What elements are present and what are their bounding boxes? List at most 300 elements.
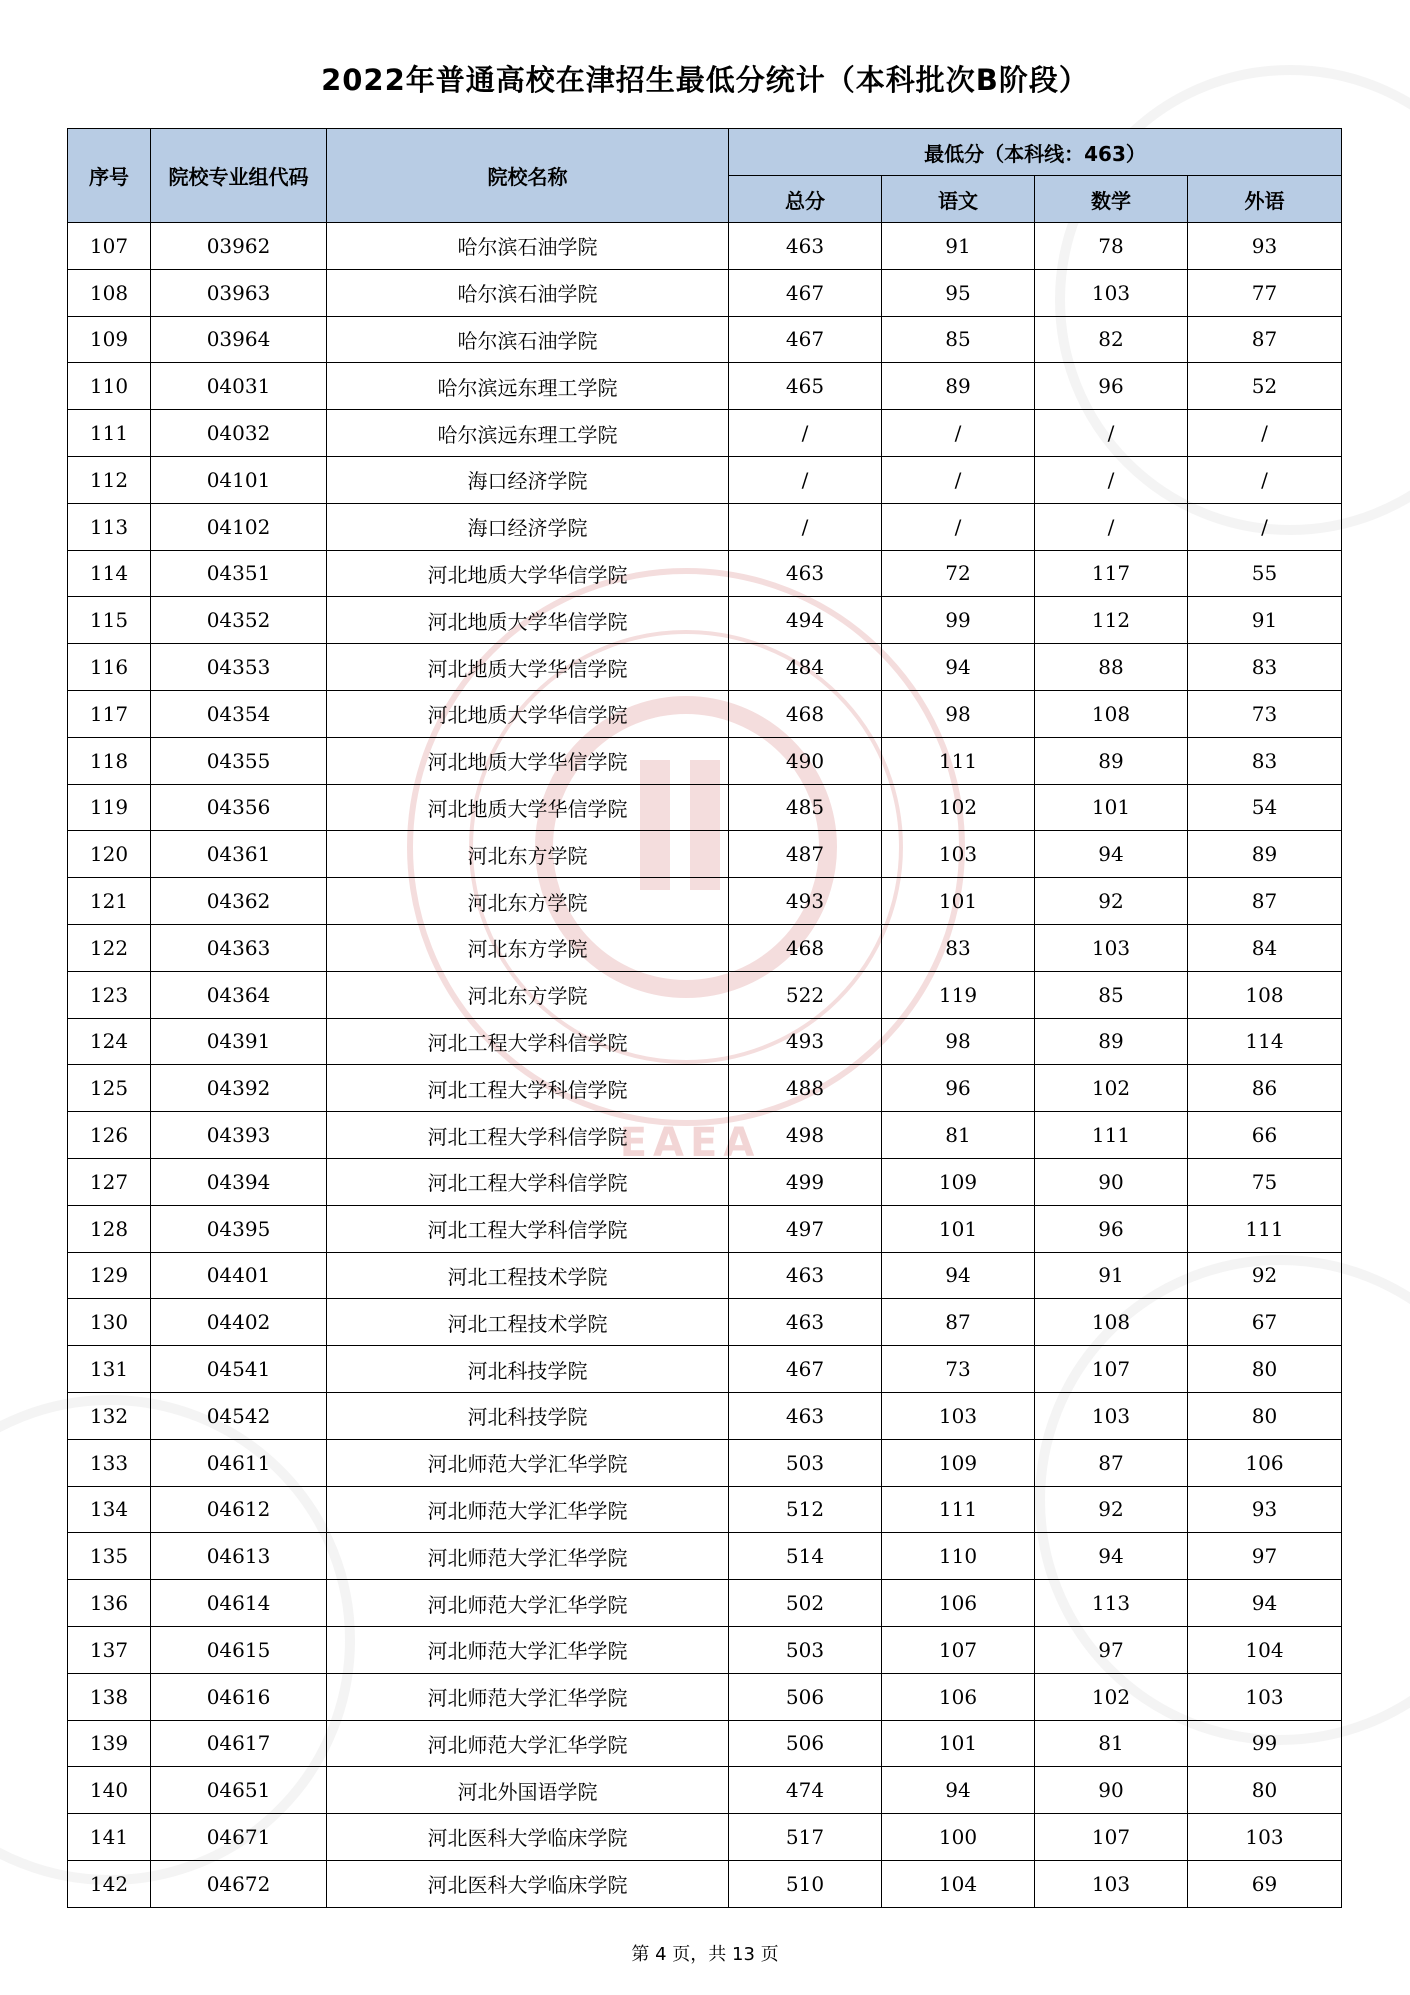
cell-chinese: 91 bbox=[882, 223, 1035, 270]
cell-math: 103 bbox=[1035, 924, 1188, 971]
cell-chinese: 94 bbox=[882, 644, 1035, 691]
table-row bbox=[68, 456, 1342, 503]
cell-school-name: 河北工程大学科信学院 bbox=[327, 1158, 729, 1205]
table-row bbox=[68, 1392, 1342, 1439]
cell-math: / bbox=[1035, 503, 1188, 550]
cell-school-name: 河北东方学院 bbox=[327, 831, 729, 878]
cell-code: 04651 bbox=[151, 1767, 327, 1814]
cell-code: 04393 bbox=[151, 1112, 327, 1159]
cell-math: 103 bbox=[1035, 1392, 1188, 1439]
cell-chinese: 99 bbox=[882, 597, 1035, 644]
cell-seq: 126 bbox=[68, 1112, 151, 1159]
cell-chinese: 106 bbox=[882, 1580, 1035, 1627]
table-row bbox=[68, 1626, 1342, 1673]
cell-total: 493 bbox=[729, 1018, 882, 1065]
cell-code: 04356 bbox=[151, 784, 327, 831]
cell-total: / bbox=[729, 410, 882, 457]
cell-school-name: 河北东方学院 bbox=[327, 971, 729, 1018]
cell-math: 103 bbox=[1035, 269, 1188, 316]
cell-math: 88 bbox=[1035, 644, 1188, 691]
cell-school-name: 河北工程大学科信学院 bbox=[327, 1018, 729, 1065]
cell-math: 89 bbox=[1035, 1018, 1188, 1065]
cell-foreign: 111 bbox=[1188, 1205, 1342, 1252]
cell-foreign: 106 bbox=[1188, 1439, 1342, 1486]
cell-school-name: 河北东方学院 bbox=[327, 878, 729, 925]
cell-total: 484 bbox=[729, 644, 882, 691]
cell-seq: 123 bbox=[68, 971, 151, 1018]
cell-foreign: 94 bbox=[1188, 1580, 1342, 1627]
cell-foreign: 104 bbox=[1188, 1626, 1342, 1673]
cell-chinese: 103 bbox=[882, 1392, 1035, 1439]
table-row bbox=[68, 1158, 1342, 1205]
cell-total: / bbox=[729, 503, 882, 550]
cell-school-name: 河北科技学院 bbox=[327, 1346, 729, 1393]
cell-school-name: 河北工程大学科信学院 bbox=[327, 1112, 729, 1159]
cell-foreign: 83 bbox=[1188, 737, 1342, 784]
cell-seq: 113 bbox=[68, 503, 151, 550]
header-code: 院校专业组代码 bbox=[151, 129, 327, 223]
cell-code: 04101 bbox=[151, 456, 327, 503]
cell-math: 82 bbox=[1035, 316, 1188, 363]
table-row bbox=[68, 597, 1342, 644]
cell-math: 96 bbox=[1035, 363, 1188, 410]
cell-seq: 134 bbox=[68, 1486, 151, 1533]
cell-seq: 130 bbox=[68, 1299, 151, 1346]
cell-total: 522 bbox=[729, 971, 882, 1018]
cell-seq: 108 bbox=[68, 269, 151, 316]
page-footer: 第 4 页，共 13 页 bbox=[631, 1944, 779, 1965]
cell-school-name: 河北工程技术学院 bbox=[327, 1252, 729, 1299]
cell-school-name: 海口经济学院 bbox=[327, 456, 729, 503]
cell-chinese: 101 bbox=[882, 878, 1035, 925]
cell-chinese: 89 bbox=[882, 363, 1035, 410]
cell-total: 467 bbox=[729, 1346, 882, 1393]
cell-total: 510 bbox=[729, 1860, 882, 1907]
cell-chinese: 111 bbox=[882, 737, 1035, 784]
table-row bbox=[68, 1673, 1342, 1720]
cell-seq: 119 bbox=[68, 784, 151, 831]
cell-foreign: 99 bbox=[1188, 1720, 1342, 1767]
header-total: 总分 bbox=[729, 176, 882, 223]
cell-total: 514 bbox=[729, 1533, 882, 1580]
cell-foreign: 80 bbox=[1188, 1767, 1342, 1814]
cell-code: 04616 bbox=[151, 1673, 327, 1720]
cell-chinese: 106 bbox=[882, 1673, 1035, 1720]
cell-chinese: 119 bbox=[882, 971, 1035, 1018]
cell-math: 102 bbox=[1035, 1065, 1188, 1112]
cell-school-name: 河北地质大学华信学院 bbox=[327, 690, 729, 737]
cell-math: 81 bbox=[1035, 1720, 1188, 1767]
cell-total: 493 bbox=[729, 878, 882, 925]
cell-seq: 125 bbox=[68, 1065, 151, 1112]
cell-school-name: 河北师范大学汇华学院 bbox=[327, 1486, 729, 1533]
cell-chinese: 111 bbox=[882, 1486, 1035, 1533]
cell-seq: 127 bbox=[68, 1158, 151, 1205]
cell-code: 04362 bbox=[151, 878, 327, 925]
cell-school-name: 河北外国语学院 bbox=[327, 1767, 729, 1814]
cell-seq: 138 bbox=[68, 1673, 151, 1720]
table-row bbox=[68, 784, 1342, 831]
cell-seq: 133 bbox=[68, 1439, 151, 1486]
cell-chinese: 94 bbox=[882, 1767, 1035, 1814]
table-row bbox=[68, 550, 1342, 597]
table-row bbox=[68, 1112, 1342, 1159]
cell-chinese: 94 bbox=[882, 1252, 1035, 1299]
cell-code: 03964 bbox=[151, 316, 327, 363]
cell-foreign: 66 bbox=[1188, 1112, 1342, 1159]
cell-chinese: 96 bbox=[882, 1065, 1035, 1112]
cell-math: 90 bbox=[1035, 1158, 1188, 1205]
table-row bbox=[68, 1065, 1342, 1112]
cell-total: 490 bbox=[729, 737, 882, 784]
cell-chinese: / bbox=[882, 456, 1035, 503]
cell-seq: 136 bbox=[68, 1580, 151, 1627]
cell-school-name: 河北地质大学华信学院 bbox=[327, 644, 729, 691]
cell-math: 92 bbox=[1035, 878, 1188, 925]
cell-seq: 129 bbox=[68, 1252, 151, 1299]
cell-code: 04391 bbox=[151, 1018, 327, 1065]
table-row bbox=[68, 924, 1342, 971]
cell-code: 04363 bbox=[151, 924, 327, 971]
cell-math: 103 bbox=[1035, 1860, 1188, 1907]
cell-code: 04672 bbox=[151, 1860, 327, 1907]
cell-math: 108 bbox=[1035, 690, 1188, 737]
table-row bbox=[68, 1252, 1342, 1299]
cell-seq: 114 bbox=[68, 550, 151, 597]
cell-total: 463 bbox=[729, 223, 882, 270]
cell-school-name: 河北师范大学汇华学院 bbox=[327, 1626, 729, 1673]
cell-school-name: 河北医科大学临床学院 bbox=[327, 1860, 729, 1907]
cell-chinese: 98 bbox=[882, 1018, 1035, 1065]
header-min-score: 最低分（本科线：463） bbox=[729, 129, 1342, 176]
cell-foreign: 77 bbox=[1188, 269, 1342, 316]
table-row bbox=[68, 316, 1342, 363]
table-row bbox=[68, 410, 1342, 457]
cell-math: 113 bbox=[1035, 1580, 1188, 1627]
table-row bbox=[68, 690, 1342, 737]
cell-school-name: 哈尔滨远东理工学院 bbox=[327, 363, 729, 410]
table-row bbox=[68, 223, 1342, 270]
cell-total: 498 bbox=[729, 1112, 882, 1159]
cell-foreign: 84 bbox=[1188, 924, 1342, 971]
cell-chinese: 103 bbox=[882, 831, 1035, 878]
table-row bbox=[68, 1439, 1342, 1486]
header-foreign: 外语 bbox=[1188, 176, 1342, 223]
table-row bbox=[68, 1018, 1342, 1065]
cell-math: 97 bbox=[1035, 1626, 1188, 1673]
cell-school-name: 河北东方学院 bbox=[327, 924, 729, 971]
cell-foreign: 86 bbox=[1188, 1065, 1342, 1112]
cell-seq: 118 bbox=[68, 737, 151, 784]
cell-math: 85 bbox=[1035, 971, 1188, 1018]
cell-foreign: 103 bbox=[1188, 1814, 1342, 1861]
cell-total: 506 bbox=[729, 1673, 882, 1720]
cell-foreign: / bbox=[1188, 503, 1342, 550]
cell-seq: 117 bbox=[68, 690, 151, 737]
cell-school-name: 河北师范大学汇华学院 bbox=[327, 1580, 729, 1627]
cell-foreign: 69 bbox=[1188, 1860, 1342, 1907]
cell-code: 04611 bbox=[151, 1439, 327, 1486]
cell-chinese: 107 bbox=[882, 1626, 1035, 1673]
cell-school-name: 河北地质大学华信学院 bbox=[327, 737, 729, 784]
cell-chinese: 73 bbox=[882, 1346, 1035, 1393]
cell-foreign: 52 bbox=[1188, 363, 1342, 410]
cell-math: / bbox=[1035, 456, 1188, 503]
cell-math: 78 bbox=[1035, 223, 1188, 270]
cell-code: 04351 bbox=[151, 550, 327, 597]
cell-school-name: 河北医科大学临床学院 bbox=[327, 1814, 729, 1861]
cell-code: 03963 bbox=[151, 269, 327, 316]
cell-code: 04394 bbox=[151, 1158, 327, 1205]
cell-math: 111 bbox=[1035, 1112, 1188, 1159]
cell-code: 04353 bbox=[151, 644, 327, 691]
cell-code: 04613 bbox=[151, 1533, 327, 1580]
cell-chinese: 72 bbox=[882, 550, 1035, 597]
score-table bbox=[67, 128, 1342, 1908]
cell-code: 04355 bbox=[151, 737, 327, 784]
cell-seq: 111 bbox=[68, 410, 151, 457]
cell-math: 102 bbox=[1035, 1673, 1188, 1720]
table-row bbox=[68, 1205, 1342, 1252]
table-row bbox=[68, 878, 1342, 925]
cell-foreign: 108 bbox=[1188, 971, 1342, 1018]
cell-foreign: 87 bbox=[1188, 316, 1342, 363]
cell-code: 04352 bbox=[151, 597, 327, 644]
table-row bbox=[68, 1767, 1342, 1814]
cell-school-name: 河北地质大学华信学院 bbox=[327, 784, 729, 831]
cell-code: 04392 bbox=[151, 1065, 327, 1112]
table-row bbox=[68, 1486, 1342, 1533]
cell-chinese: 87 bbox=[882, 1299, 1035, 1346]
cell-foreign: 93 bbox=[1188, 223, 1342, 270]
cell-foreign: 83 bbox=[1188, 644, 1342, 691]
cell-seq: 124 bbox=[68, 1018, 151, 1065]
cell-math: 101 bbox=[1035, 784, 1188, 831]
cell-seq: 115 bbox=[68, 597, 151, 644]
table-row bbox=[68, 1299, 1342, 1346]
cell-seq: 116 bbox=[68, 644, 151, 691]
cell-code: 04615 bbox=[151, 1626, 327, 1673]
table-row bbox=[68, 1860, 1342, 1907]
cell-seq: 131 bbox=[68, 1346, 151, 1393]
cell-math: 90 bbox=[1035, 1767, 1188, 1814]
cell-school-name: 河北师范大学汇华学院 bbox=[327, 1673, 729, 1720]
cell-total: 467 bbox=[729, 269, 882, 316]
watermark-seal-text: EAEA bbox=[619, 1120, 761, 1166]
table-row bbox=[68, 1533, 1342, 1580]
cell-foreign: 103 bbox=[1188, 1673, 1342, 1720]
header-math: 数学 bbox=[1035, 176, 1188, 223]
table-row bbox=[68, 269, 1342, 316]
table-row bbox=[68, 1720, 1342, 1767]
cell-foreign: 75 bbox=[1188, 1158, 1342, 1205]
cell-code: 04542 bbox=[151, 1392, 327, 1439]
table-row bbox=[68, 831, 1342, 878]
cell-foreign: 91 bbox=[1188, 597, 1342, 644]
cell-chinese: 101 bbox=[882, 1205, 1035, 1252]
cell-seq: 139 bbox=[68, 1720, 151, 1767]
cell-school-name: 河北工程技术学院 bbox=[327, 1299, 729, 1346]
cell-code: 04364 bbox=[151, 971, 327, 1018]
cell-total: 506 bbox=[729, 1720, 882, 1767]
cell-code: 03962 bbox=[151, 223, 327, 270]
cell-school-name: 河北科技学院 bbox=[327, 1392, 729, 1439]
cell-school-name: 河北师范大学汇华学院 bbox=[327, 1439, 729, 1486]
cell-math: 112 bbox=[1035, 597, 1188, 644]
cell-total: 474 bbox=[729, 1767, 882, 1814]
cell-code: 04354 bbox=[151, 690, 327, 737]
cell-chinese: 81 bbox=[882, 1112, 1035, 1159]
cell-foreign: / bbox=[1188, 410, 1342, 457]
cell-code: 04541 bbox=[151, 1346, 327, 1393]
cell-total: 497 bbox=[729, 1205, 882, 1252]
cell-math: 89 bbox=[1035, 737, 1188, 784]
cell-seq: 141 bbox=[68, 1814, 151, 1861]
cell-total: 468 bbox=[729, 690, 882, 737]
cell-total: 494 bbox=[729, 597, 882, 644]
cell-total: 488 bbox=[729, 1065, 882, 1112]
cell-total: 502 bbox=[729, 1580, 882, 1627]
cell-seq: 142 bbox=[68, 1860, 151, 1907]
table-row bbox=[68, 1814, 1342, 1861]
cell-foreign: / bbox=[1188, 456, 1342, 503]
cell-code: 04617 bbox=[151, 1720, 327, 1767]
cell-seq: 107 bbox=[68, 223, 151, 270]
cell-seq: 122 bbox=[68, 924, 151, 971]
header-chinese: 语文 bbox=[882, 176, 1035, 223]
cell-math: 94 bbox=[1035, 831, 1188, 878]
cell-math: 107 bbox=[1035, 1814, 1188, 1861]
cell-total: 467 bbox=[729, 316, 882, 363]
cell-chinese: 101 bbox=[882, 1720, 1035, 1767]
cell-foreign: 87 bbox=[1188, 878, 1342, 925]
cell-total: 468 bbox=[729, 924, 882, 971]
cell-code: 04671 bbox=[151, 1814, 327, 1861]
table-row bbox=[68, 1346, 1342, 1393]
cell-foreign: 93 bbox=[1188, 1486, 1342, 1533]
cell-total: 463 bbox=[729, 550, 882, 597]
cell-foreign: 73 bbox=[1188, 690, 1342, 737]
cell-school-name: 哈尔滨石油学院 bbox=[327, 316, 729, 363]
cell-code: 04401 bbox=[151, 1252, 327, 1299]
table-row bbox=[68, 1580, 1342, 1627]
cell-total: 463 bbox=[729, 1299, 882, 1346]
cell-chinese: / bbox=[882, 410, 1035, 457]
cell-math: 96 bbox=[1035, 1205, 1188, 1252]
table-row bbox=[68, 971, 1342, 1018]
cell-seq: 128 bbox=[68, 1205, 151, 1252]
cell-chinese: 110 bbox=[882, 1533, 1035, 1580]
cell-chinese: 83 bbox=[882, 924, 1035, 971]
cell-school-name: 河北工程大学科信学院 bbox=[327, 1065, 729, 1112]
cell-total: 512 bbox=[729, 1486, 882, 1533]
cell-total: / bbox=[729, 456, 882, 503]
cell-school-name: 河北师范大学汇华学院 bbox=[327, 1533, 729, 1580]
table-row bbox=[68, 644, 1342, 691]
table-row bbox=[68, 363, 1342, 410]
cell-math: 91 bbox=[1035, 1252, 1188, 1299]
cell-school-name: 河北工程大学科信学院 bbox=[327, 1205, 729, 1252]
cell-code: 04102 bbox=[151, 503, 327, 550]
cell-total: 499 bbox=[729, 1158, 882, 1205]
cell-seq: 120 bbox=[68, 831, 151, 878]
page-title: 2022年普通高校在津招生最低分统计（本科批次B阶段） bbox=[321, 63, 1089, 97]
cell-school-name: 河北师范大学汇华学院 bbox=[327, 1720, 729, 1767]
cell-seq: 112 bbox=[68, 456, 151, 503]
cell-code: 04612 bbox=[151, 1486, 327, 1533]
cell-seq: 110 bbox=[68, 363, 151, 410]
cell-school-name: 哈尔滨石油学院 bbox=[327, 269, 729, 316]
cell-foreign: 92 bbox=[1188, 1252, 1342, 1299]
cell-code: 04031 bbox=[151, 363, 327, 410]
cell-total: 463 bbox=[729, 1392, 882, 1439]
cell-math: 87 bbox=[1035, 1439, 1188, 1486]
cell-total: 517 bbox=[729, 1814, 882, 1861]
cell-chinese: 109 bbox=[882, 1439, 1035, 1486]
cell-chinese: 85 bbox=[882, 316, 1035, 363]
cell-foreign: 89 bbox=[1188, 831, 1342, 878]
cell-seq: 137 bbox=[68, 1626, 151, 1673]
cell-total: 465 bbox=[729, 363, 882, 410]
cell-total: 485 bbox=[729, 784, 882, 831]
cell-total: 487 bbox=[729, 831, 882, 878]
cell-math: 107 bbox=[1035, 1346, 1188, 1393]
cell-foreign: 97 bbox=[1188, 1533, 1342, 1580]
cell-seq: 135 bbox=[68, 1533, 151, 1580]
header-seq: 序号 bbox=[68, 129, 151, 223]
cell-code: 04395 bbox=[151, 1205, 327, 1252]
cell-seq: 140 bbox=[68, 1767, 151, 1814]
cell-code: 04402 bbox=[151, 1299, 327, 1346]
cell-school-name: 河北地质大学华信学院 bbox=[327, 550, 729, 597]
table-row bbox=[68, 503, 1342, 550]
cell-chinese: 98 bbox=[882, 690, 1035, 737]
cell-chinese: 102 bbox=[882, 784, 1035, 831]
score-table-body bbox=[68, 223, 1342, 1908]
cell-chinese: 104 bbox=[882, 1860, 1035, 1907]
cell-math: 108 bbox=[1035, 1299, 1188, 1346]
cell-foreign: 80 bbox=[1188, 1392, 1342, 1439]
table-row bbox=[68, 737, 1342, 784]
cell-foreign: 80 bbox=[1188, 1346, 1342, 1393]
cell-foreign: 114 bbox=[1188, 1018, 1342, 1065]
cell-seq: 132 bbox=[68, 1392, 151, 1439]
header-name: 院校名称 bbox=[327, 129, 729, 223]
cell-foreign: 67 bbox=[1188, 1299, 1342, 1346]
cell-seq: 109 bbox=[68, 316, 151, 363]
cell-school-name: 哈尔滨石油学院 bbox=[327, 223, 729, 270]
cell-chinese: 109 bbox=[882, 1158, 1035, 1205]
cell-total: 463 bbox=[729, 1252, 882, 1299]
cell-school-name: 河北地质大学华信学院 bbox=[327, 597, 729, 644]
cell-total: 503 bbox=[729, 1439, 882, 1486]
cell-seq: 121 bbox=[68, 878, 151, 925]
cell-math: 92 bbox=[1035, 1486, 1188, 1533]
cell-school-name: 哈尔滨远东理工学院 bbox=[327, 410, 729, 457]
cell-foreign: 54 bbox=[1188, 784, 1342, 831]
cell-school-name: 海口经济学院 bbox=[327, 503, 729, 550]
cell-code: 04032 bbox=[151, 410, 327, 457]
cell-math: 94 bbox=[1035, 1533, 1188, 1580]
cell-foreign: 55 bbox=[1188, 550, 1342, 597]
cell-code: 04361 bbox=[151, 831, 327, 878]
cell-chinese: / bbox=[882, 503, 1035, 550]
cell-math: 117 bbox=[1035, 550, 1188, 597]
cell-math: / bbox=[1035, 410, 1188, 457]
cell-total: 503 bbox=[729, 1626, 882, 1673]
cell-chinese: 95 bbox=[882, 269, 1035, 316]
cell-code: 04614 bbox=[151, 1580, 327, 1627]
